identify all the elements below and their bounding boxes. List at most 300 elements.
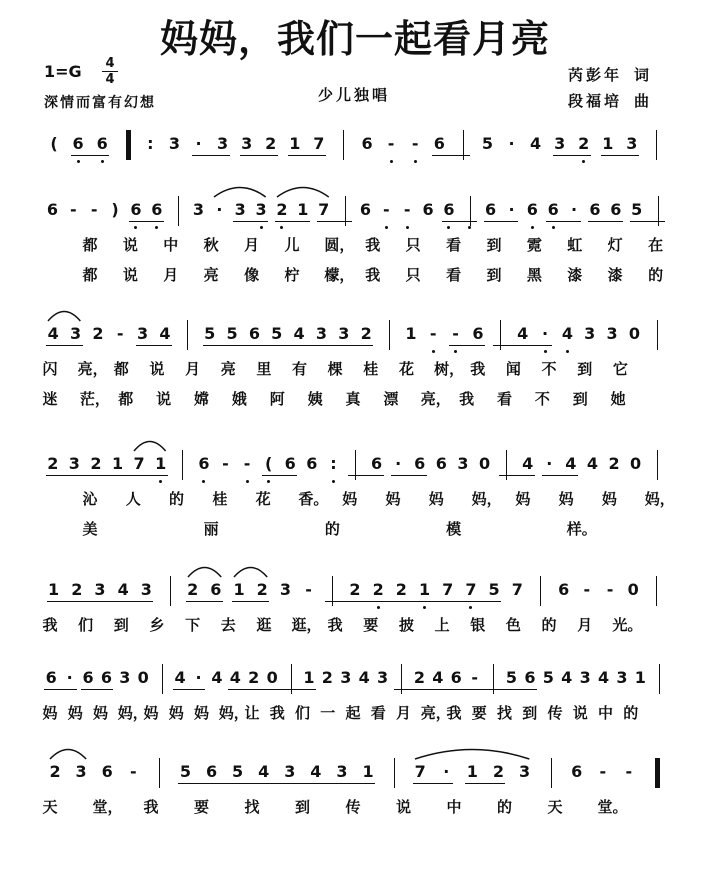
- note: 2: [265, 134, 277, 153]
- note: 6: [472, 324, 484, 343]
- beam-line: [71, 155, 109, 156]
- lyric-syllable: 亮: [220, 360, 236, 378]
- note: 1: [155, 454, 167, 473]
- note: 2: [47, 454, 59, 473]
- note: 3: [554, 134, 566, 153]
- lyric-syllable-verse2: 姨: [307, 390, 323, 408]
- lyric-syllable: 我: [42, 616, 58, 634]
- lyric-syllable: 到: [294, 798, 310, 816]
- note: 7: [313, 134, 325, 153]
- note: 2: [276, 200, 288, 219]
- note: 0: [627, 580, 639, 599]
- lyric-syllable: 下: [185, 616, 201, 634]
- beam-line: [275, 221, 310, 222]
- lyric-syllable: 堂，: [92, 798, 123, 816]
- note: 2: [321, 668, 333, 687]
- lyric-syllable: 妈: [193, 704, 209, 722]
- song-title: 妈妈，我们一起看月亮: [159, 17, 550, 61]
- note: 4: [586, 454, 598, 473]
- lyric-syllable: 闻: [505, 360, 521, 378]
- note: 4: [159, 324, 171, 343]
- beam-line: [228, 689, 316, 690]
- lyric-syllable: 虹: [567, 236, 583, 254]
- beam-line: [432, 155, 470, 156]
- lyric-syllable-verse2: 到: [486, 266, 502, 284]
- note: 3: [606, 324, 618, 343]
- lyric-syllable: 妈: [168, 704, 184, 722]
- symbol: -: [129, 762, 137, 781]
- score-line-7: [0, 762, 710, 892]
- lyric-syllable: 月: [395, 704, 411, 722]
- beam-line: [413, 783, 453, 784]
- lyric-syllable: 花: [398, 360, 414, 378]
- beam-line: [442, 221, 477, 222]
- note: 5: [505, 668, 518, 687]
- lyric-syllable: 去: [220, 616, 236, 634]
- expression-mark: 深情而富有幻想: [44, 95, 156, 111]
- note: 2: [92, 324, 104, 343]
- beam-line: [186, 601, 223, 602]
- symbol: -: [222, 454, 229, 473]
- note: 1: [303, 668, 315, 687]
- lyric-syllable: 要: [193, 798, 209, 816]
- symbol: -: [599, 762, 607, 781]
- symbol: -: [429, 324, 437, 343]
- note: 6: [100, 668, 112, 687]
- lyric-syllable: 桂: [212, 490, 228, 508]
- beam-line: [493, 345, 552, 346]
- lyric-syllable: 说: [149, 360, 165, 378]
- lyric-syllable: 亮，: [77, 360, 108, 378]
- beam-line: [288, 155, 326, 156]
- lyric-syllable: 要: [471, 704, 487, 722]
- note: 1: [405, 324, 417, 343]
- note: 6: [45, 668, 57, 687]
- beam-line: [192, 155, 230, 156]
- symbol: -: [452, 324, 459, 343]
- lyric-syllable: 天: [547, 798, 563, 816]
- note: 0: [137, 668, 149, 687]
- low-octave-dot: [566, 350, 569, 353]
- note: 1: [297, 200, 309, 219]
- lyric-syllable-verse2: 像: [244, 266, 260, 284]
- note: 6: [443, 200, 455, 219]
- lyric-syllable: 月: [185, 360, 201, 378]
- symbol: -: [69, 200, 77, 219]
- lyric-syllable: 的: [169, 490, 185, 508]
- lyric-syllable-verse2: 都: [82, 266, 98, 284]
- lyric-syllable: 在: [648, 236, 664, 254]
- lyric-syllable: 人: [125, 490, 141, 508]
- note: 3: [579, 668, 591, 687]
- lyric-syllable-verse2: 丽: [203, 520, 219, 538]
- note: 6: [284, 454, 296, 473]
- lyric-syllable-verse2: 样。: [566, 520, 597, 538]
- symbol: -: [90, 200, 98, 219]
- note: 3: [584, 324, 596, 343]
- lyric-syllable: 一: [320, 704, 336, 722]
- note: 3: [284, 762, 296, 781]
- lyric-syllable-verse2: 娥: [231, 390, 247, 408]
- note: 4: [229, 668, 241, 687]
- note: 5: [481, 134, 493, 153]
- lyric-syllable: 披: [398, 616, 414, 634]
- note: 3: [241, 134, 253, 153]
- note: 1: [362, 762, 374, 781]
- lyric-syllable: 看: [446, 236, 462, 254]
- low-octave-dot: [468, 226, 471, 229]
- lyric-syllable: 妈: [67, 704, 83, 722]
- symbol: -: [583, 580, 591, 599]
- symbol: :: [330, 454, 337, 473]
- beam-line: [317, 221, 352, 222]
- lyric-syllable: 到: [486, 236, 502, 254]
- note: 3: [626, 134, 638, 153]
- beam-line: [553, 155, 591, 156]
- low-octave-dot: [414, 160, 417, 163]
- note: 2: [349, 580, 361, 599]
- low-octave-dot: [531, 226, 534, 229]
- lyric-syllable: 的: [541, 616, 557, 634]
- note: 3: [457, 454, 469, 473]
- barline: [540, 576, 541, 606]
- composer-credit: [568, 90, 652, 111]
- note: 2: [90, 454, 102, 473]
- barline: [551, 758, 552, 788]
- lyric-syllable: 儿: [284, 236, 300, 254]
- note: 1: [289, 134, 301, 153]
- dot-sign: ·: [571, 200, 578, 219]
- note: 4: [597, 668, 610, 687]
- note: 7: [465, 580, 477, 599]
- note: 4: [358, 668, 370, 687]
- lyric-syllable: 找: [244, 798, 260, 816]
- lyric-syllable: 妈: [143, 704, 159, 722]
- lyric-syllable-verse2: 说: [122, 266, 138, 284]
- lyric-syllable: 光。: [612, 616, 643, 634]
- note: 4: [561, 324, 573, 343]
- beam-line: [546, 221, 581, 222]
- beam-line: [348, 475, 384, 476]
- beam-line: [465, 783, 505, 784]
- meter-bottom: 4: [105, 72, 115, 87]
- lyric-syllable: 闪: [42, 360, 58, 378]
- note: 4: [522, 454, 534, 473]
- note: 4: [117, 580, 129, 599]
- low-octave-dot: [582, 160, 585, 163]
- lyric-syllable: 秋: [203, 236, 219, 254]
- note: 5: [226, 324, 238, 343]
- lyric-syllable-verse2: 阿: [269, 390, 285, 408]
- note: 7: [133, 454, 145, 473]
- note: 3: [377, 668, 389, 687]
- lyric-syllable: 妈，: [117, 704, 148, 722]
- beam-line: [203, 345, 374, 346]
- low-octave-dot: [385, 226, 388, 229]
- lyric-syllable-verse2: 不: [534, 390, 550, 408]
- lyric-syllable: 中: [446, 798, 462, 816]
- beam-line: [240, 155, 278, 156]
- beam-line: [81, 689, 113, 690]
- note: 3: [192, 200, 205, 219]
- note: 5: [631, 200, 643, 219]
- symbol: :: [147, 134, 154, 153]
- low-octave-dot: [159, 480, 162, 483]
- note: 2: [248, 668, 260, 687]
- lyric-syllable: 传: [547, 704, 563, 722]
- beam-line: [542, 475, 578, 476]
- lyric-syllable: 让: [244, 704, 260, 722]
- lyric-syllable-verse2: 看: [446, 266, 462, 284]
- slur-arc: [414, 746, 530, 760]
- note: 2: [372, 580, 384, 599]
- note: 1: [418, 580, 431, 599]
- lyric-syllable-verse2: 檬，: [324, 266, 355, 284]
- note: 6: [450, 668, 462, 687]
- beam-line: [449, 345, 485, 346]
- note: 6: [371, 454, 383, 473]
- lyric-syllable: 妈，: [644, 490, 675, 508]
- note: 6: [151, 200, 163, 219]
- lyric-syllable-verse2: 柠: [284, 266, 300, 284]
- lyric-syllable: 里: [256, 360, 272, 378]
- barline: [170, 576, 171, 606]
- performance-form: 少儿独唱: [318, 86, 391, 104]
- barline: [343, 130, 344, 160]
- note: 6: [547, 200, 559, 219]
- beam-line: [391, 475, 427, 476]
- lyric-syllable: 逛，: [291, 616, 322, 634]
- lyric-syllable-verse2: 到: [572, 390, 588, 408]
- note: 5: [488, 580, 500, 599]
- beam-line: [588, 221, 623, 222]
- beam-line: [499, 475, 535, 476]
- note: 6: [248, 324, 260, 343]
- dot-sign: ·: [66, 668, 73, 687]
- lyric-syllable: 中: [597, 704, 613, 722]
- note: 1: [111, 454, 124, 473]
- note: 7: [442, 580, 454, 599]
- lyric-syllable-verse2: 月: [163, 266, 179, 284]
- beam-line: [232, 601, 269, 602]
- symbol: -: [116, 324, 124, 343]
- note: 3: [340, 668, 352, 687]
- lyric-syllable: 我: [446, 704, 462, 722]
- lyric-syllable: 月: [244, 236, 260, 254]
- key-signature: 1=G: [44, 62, 82, 81]
- lyric-syllable: 只: [405, 236, 421, 254]
- note: 6: [205, 762, 218, 781]
- symbol: (: [50, 134, 58, 153]
- dot-sign: ·: [195, 134, 202, 153]
- barline: [182, 450, 183, 480]
- lyric-syllable: 中: [163, 236, 179, 254]
- barline: [657, 320, 658, 350]
- note: 3: [315, 324, 328, 343]
- lyric-syllable: 上: [434, 616, 450, 634]
- lyric-syllable: 到: [577, 360, 593, 378]
- composer-role: 曲: [634, 92, 653, 110]
- barline: [187, 320, 188, 350]
- note: 6: [198, 454, 210, 473]
- note: 1: [466, 762, 478, 781]
- lyric-syllable: 桂: [363, 360, 379, 378]
- symbol: -: [382, 200, 390, 219]
- lyric-syllable-verse2: 茫，: [79, 390, 110, 408]
- symbol: (: [264, 454, 273, 473]
- note: 3: [94, 580, 106, 599]
- beam-line: [46, 475, 168, 476]
- lyric-syllable: 妈: [385, 490, 401, 508]
- dot-sign: ·: [395, 454, 402, 473]
- note: 4: [529, 134, 542, 153]
- lyric-syllable: 棵: [327, 360, 343, 378]
- beam-line: [46, 345, 82, 346]
- note: 2: [413, 668, 425, 687]
- note: 4: [517, 324, 529, 343]
- beam-line: [129, 221, 164, 222]
- low-octave-dot: [377, 606, 380, 609]
- final-barline: [655, 758, 660, 788]
- lyric-syllable-verse2: 美: [82, 520, 98, 538]
- lyric-syllable: 的: [496, 798, 512, 816]
- lyric-syllable: 妈，: [471, 490, 502, 508]
- note: 4: [565, 454, 577, 473]
- note: 3: [279, 580, 291, 599]
- note: 6: [96, 134, 108, 153]
- score-line-4: [0, 454, 710, 584]
- note: 4: [174, 668, 186, 687]
- lyric-syllable: 它: [612, 360, 628, 378]
- note: 4: [432, 668, 444, 687]
- slur-arc: [133, 438, 167, 452]
- lyric-syllable-verse2: 模: [446, 520, 462, 538]
- note: 6: [210, 580, 222, 599]
- beam-line: [136, 345, 172, 346]
- low-octave-dot: [552, 226, 555, 229]
- lyric-syllable: 不: [541, 360, 557, 378]
- lyric-syllable: 花: [255, 490, 271, 508]
- note: 3: [336, 762, 348, 781]
- barline: [162, 664, 163, 694]
- score-line-3: [0, 324, 710, 454]
- lyric-syllable: 说: [572, 704, 588, 722]
- note: 3: [255, 200, 267, 219]
- low-octave-dot: [406, 226, 409, 229]
- lyric-syllable: 看: [370, 704, 386, 722]
- lyric-syllable-verse2: 亮，: [420, 390, 451, 408]
- low-octave-dot: [390, 160, 393, 163]
- low-octave-dot: [544, 350, 547, 353]
- final-barline: [126, 130, 131, 160]
- lyric-syllable-verse2: 只: [405, 266, 421, 284]
- note: 6: [306, 454, 318, 473]
- note: 0: [628, 324, 641, 343]
- note: 1: [602, 134, 614, 153]
- note: 6: [435, 454, 447, 473]
- lyric-syllable: 亮，: [420, 704, 451, 722]
- note: 0: [630, 454, 642, 473]
- lyric-syllable: 到: [522, 704, 538, 722]
- barline: [159, 758, 160, 788]
- beam-line: [47, 601, 154, 602]
- note: 3: [518, 762, 531, 781]
- lyric-syllable: 天: [42, 798, 58, 816]
- lyric-syllable: 妈: [558, 490, 574, 508]
- lyric-syllable: 圆，: [324, 236, 355, 254]
- note: 3: [119, 668, 131, 687]
- lyric-syllable: 传: [345, 798, 361, 816]
- note: 3: [140, 580, 152, 599]
- lyric-syllable-verse2: 都: [118, 390, 134, 408]
- note: 7: [414, 762, 426, 781]
- lyric-syllable: 我: [143, 798, 159, 816]
- beam-line: [233, 221, 268, 222]
- composer-name: 段福培: [568, 92, 623, 110]
- slur-arc: [187, 564, 222, 578]
- lyric-syllable: 到: [113, 616, 129, 634]
- lyric-syllable: 沁: [82, 490, 98, 508]
- symbol: -: [243, 454, 251, 473]
- note: 6: [414, 454, 426, 473]
- lyric-syllable: 我: [365, 236, 381, 254]
- note: 6: [46, 200, 58, 219]
- lyric-syllable: 说: [122, 236, 138, 254]
- dot-sign: ·: [546, 454, 553, 473]
- symbol: -: [305, 580, 312, 599]
- lyric-syllable-verse2: 真: [345, 390, 361, 408]
- note: 6: [433, 134, 445, 153]
- note: 1: [634, 668, 646, 687]
- lyric-syllable-verse2: 嫦: [193, 390, 209, 408]
- note: 1: [48, 580, 60, 599]
- dot-sign: ·: [541, 324, 549, 343]
- low-octave-dot: [423, 606, 426, 609]
- note: 4: [561, 668, 573, 687]
- lyricist-credit: [568, 64, 652, 85]
- low-octave-dot: [77, 160, 80, 163]
- lyric-syllable: 乡: [149, 616, 165, 634]
- symbol: -: [387, 134, 395, 153]
- note: 4: [47, 324, 59, 343]
- lyric-syllable: 都: [82, 236, 98, 254]
- slur-arc: [213, 184, 267, 198]
- low-octave-dot: [454, 350, 457, 353]
- lyric-syllable-verse2: 漆: [567, 266, 583, 284]
- lyric-syllable: 妈: [428, 490, 444, 508]
- note: 3: [234, 200, 246, 219]
- note: 3: [68, 454, 80, 473]
- slur-arc: [49, 746, 87, 760]
- dot-sign: ·: [195, 668, 202, 687]
- note: 6: [72, 134, 84, 153]
- lyric-syllable: 们: [294, 704, 310, 722]
- note: 1: [233, 580, 245, 599]
- lyric-syllable: 妈: [342, 490, 358, 508]
- beam-line: [178, 783, 375, 784]
- lyric-syllable: 香。: [298, 490, 329, 508]
- note: 5: [204, 324, 216, 343]
- lyric-syllable: 色: [505, 616, 521, 634]
- low-octave-dot: [155, 226, 158, 229]
- note: 4: [211, 668, 223, 687]
- low-octave-dot: [134, 226, 137, 229]
- note: 3: [616, 668, 628, 687]
- note: 6: [571, 762, 583, 781]
- note: 5: [179, 762, 192, 781]
- beam-line: [630, 221, 665, 222]
- symbol: -: [625, 762, 633, 781]
